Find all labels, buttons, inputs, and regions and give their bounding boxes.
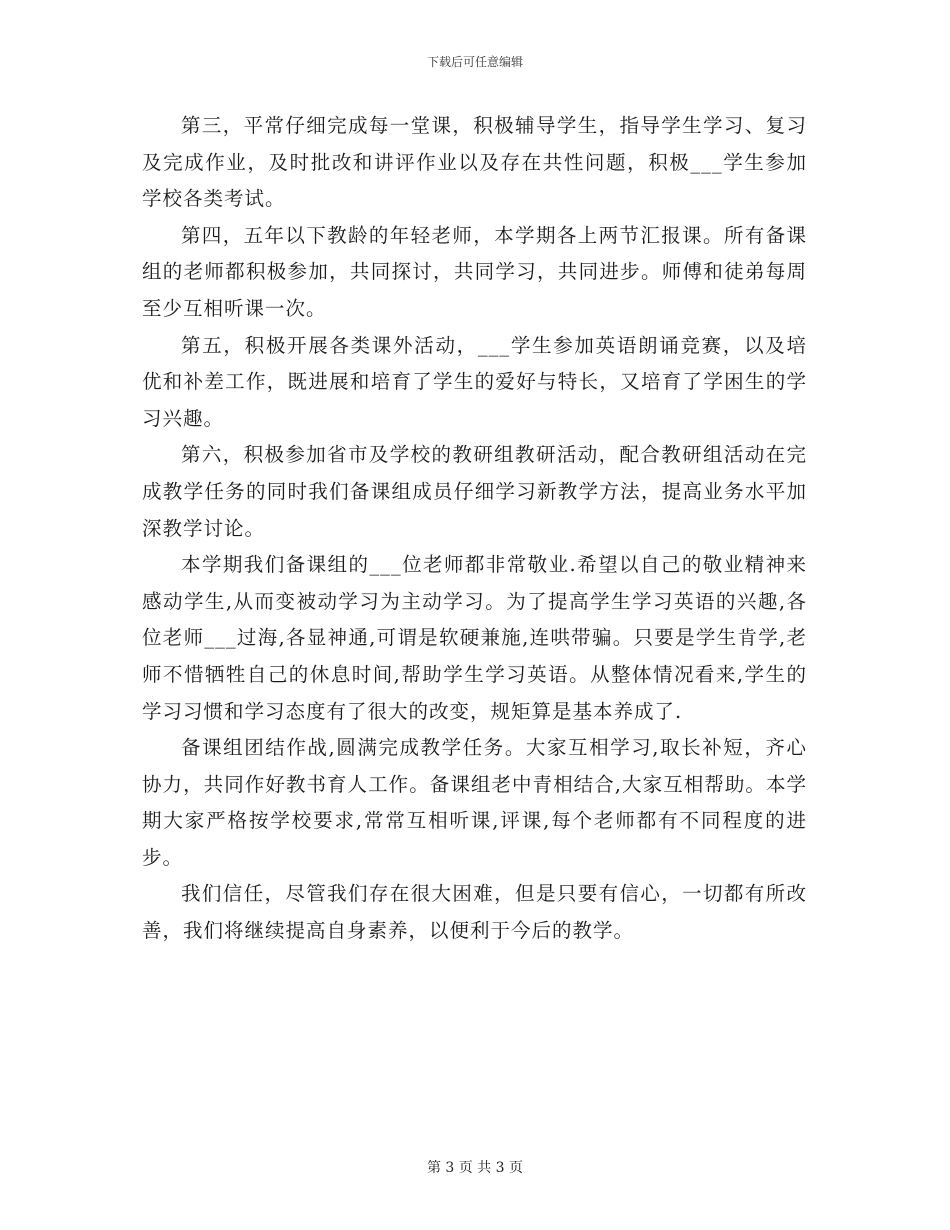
paragraph-conclusion: 我们信任，尽管我们存在很大困难，但是只要有信心，一切都有所改善，我们将继续提高自身素养，以便利于今后的教学。: [142, 882, 807, 943]
document-body: [142, 108, 807, 950]
paragraph-teamwork: 备课组团结作战,圆满完成教学任务。大家互相学习,取长补短，齐心协力，共同作好教书育人工作。备课组老中青相结合,大家互相帮助。本学期大家严格按学校要求,常常互相听课,评课,每个老师都有不同程度的进步。: [142, 736, 807, 869]
paragraph-5: 第五，积极开展各类课外活动，___学生参加英语朗诵竞赛，以及培优和补差工作，既进展和培育了学生的爱好与特长，又培育了学困生的学习兴趣。: [142, 333, 807, 430]
page-number: 第 3 页 共 3 页: [426, 1160, 524, 1176]
paragraph-4: 第四，五年以下教龄的年轻老师，本学期各上两节汇报课。所有备课组的老师都积极参加，共同探讨，共同学习，共同进步。师傅和徒弟每周至少互相听课一次。: [142, 223, 807, 320]
paragraph-teachers: 本学期我们备课组的___位老师都非常敬业.希望以自己的敬业精神来感动学生,从而变被动学习为主动学习。为了提高学生学习英语的兴趣,各位老师___过海,各显神通,可谓是软硬兼施,连哄带骗。只要是学生肯学,老师不惜牺牲自己的休息时间,帮助学生学习英语。从整体情况看来,学生的学习习惯和学习态度有了很大的改变，规矩算是基本养成了.: [142, 553, 807, 723]
paragraph-6: 第六，积极参加省市及学校的教研组教研活动，配合教研组活动在完成教学任务的同时我们备课组成员仔细学习新教学方法，提高业务水平加深教学讨论。: [142, 443, 807, 540]
paragraph-3: 第三，平常仔细完成每一堂课，积极辅导学生，指导学生学习、复习及完成作业，及时批改和讲评作业以及存在共性问题，积极___学生参加学校各类考试。: [142, 114, 807, 211]
page-header-note: 下载后可任意编辑: [426, 55, 523, 69]
